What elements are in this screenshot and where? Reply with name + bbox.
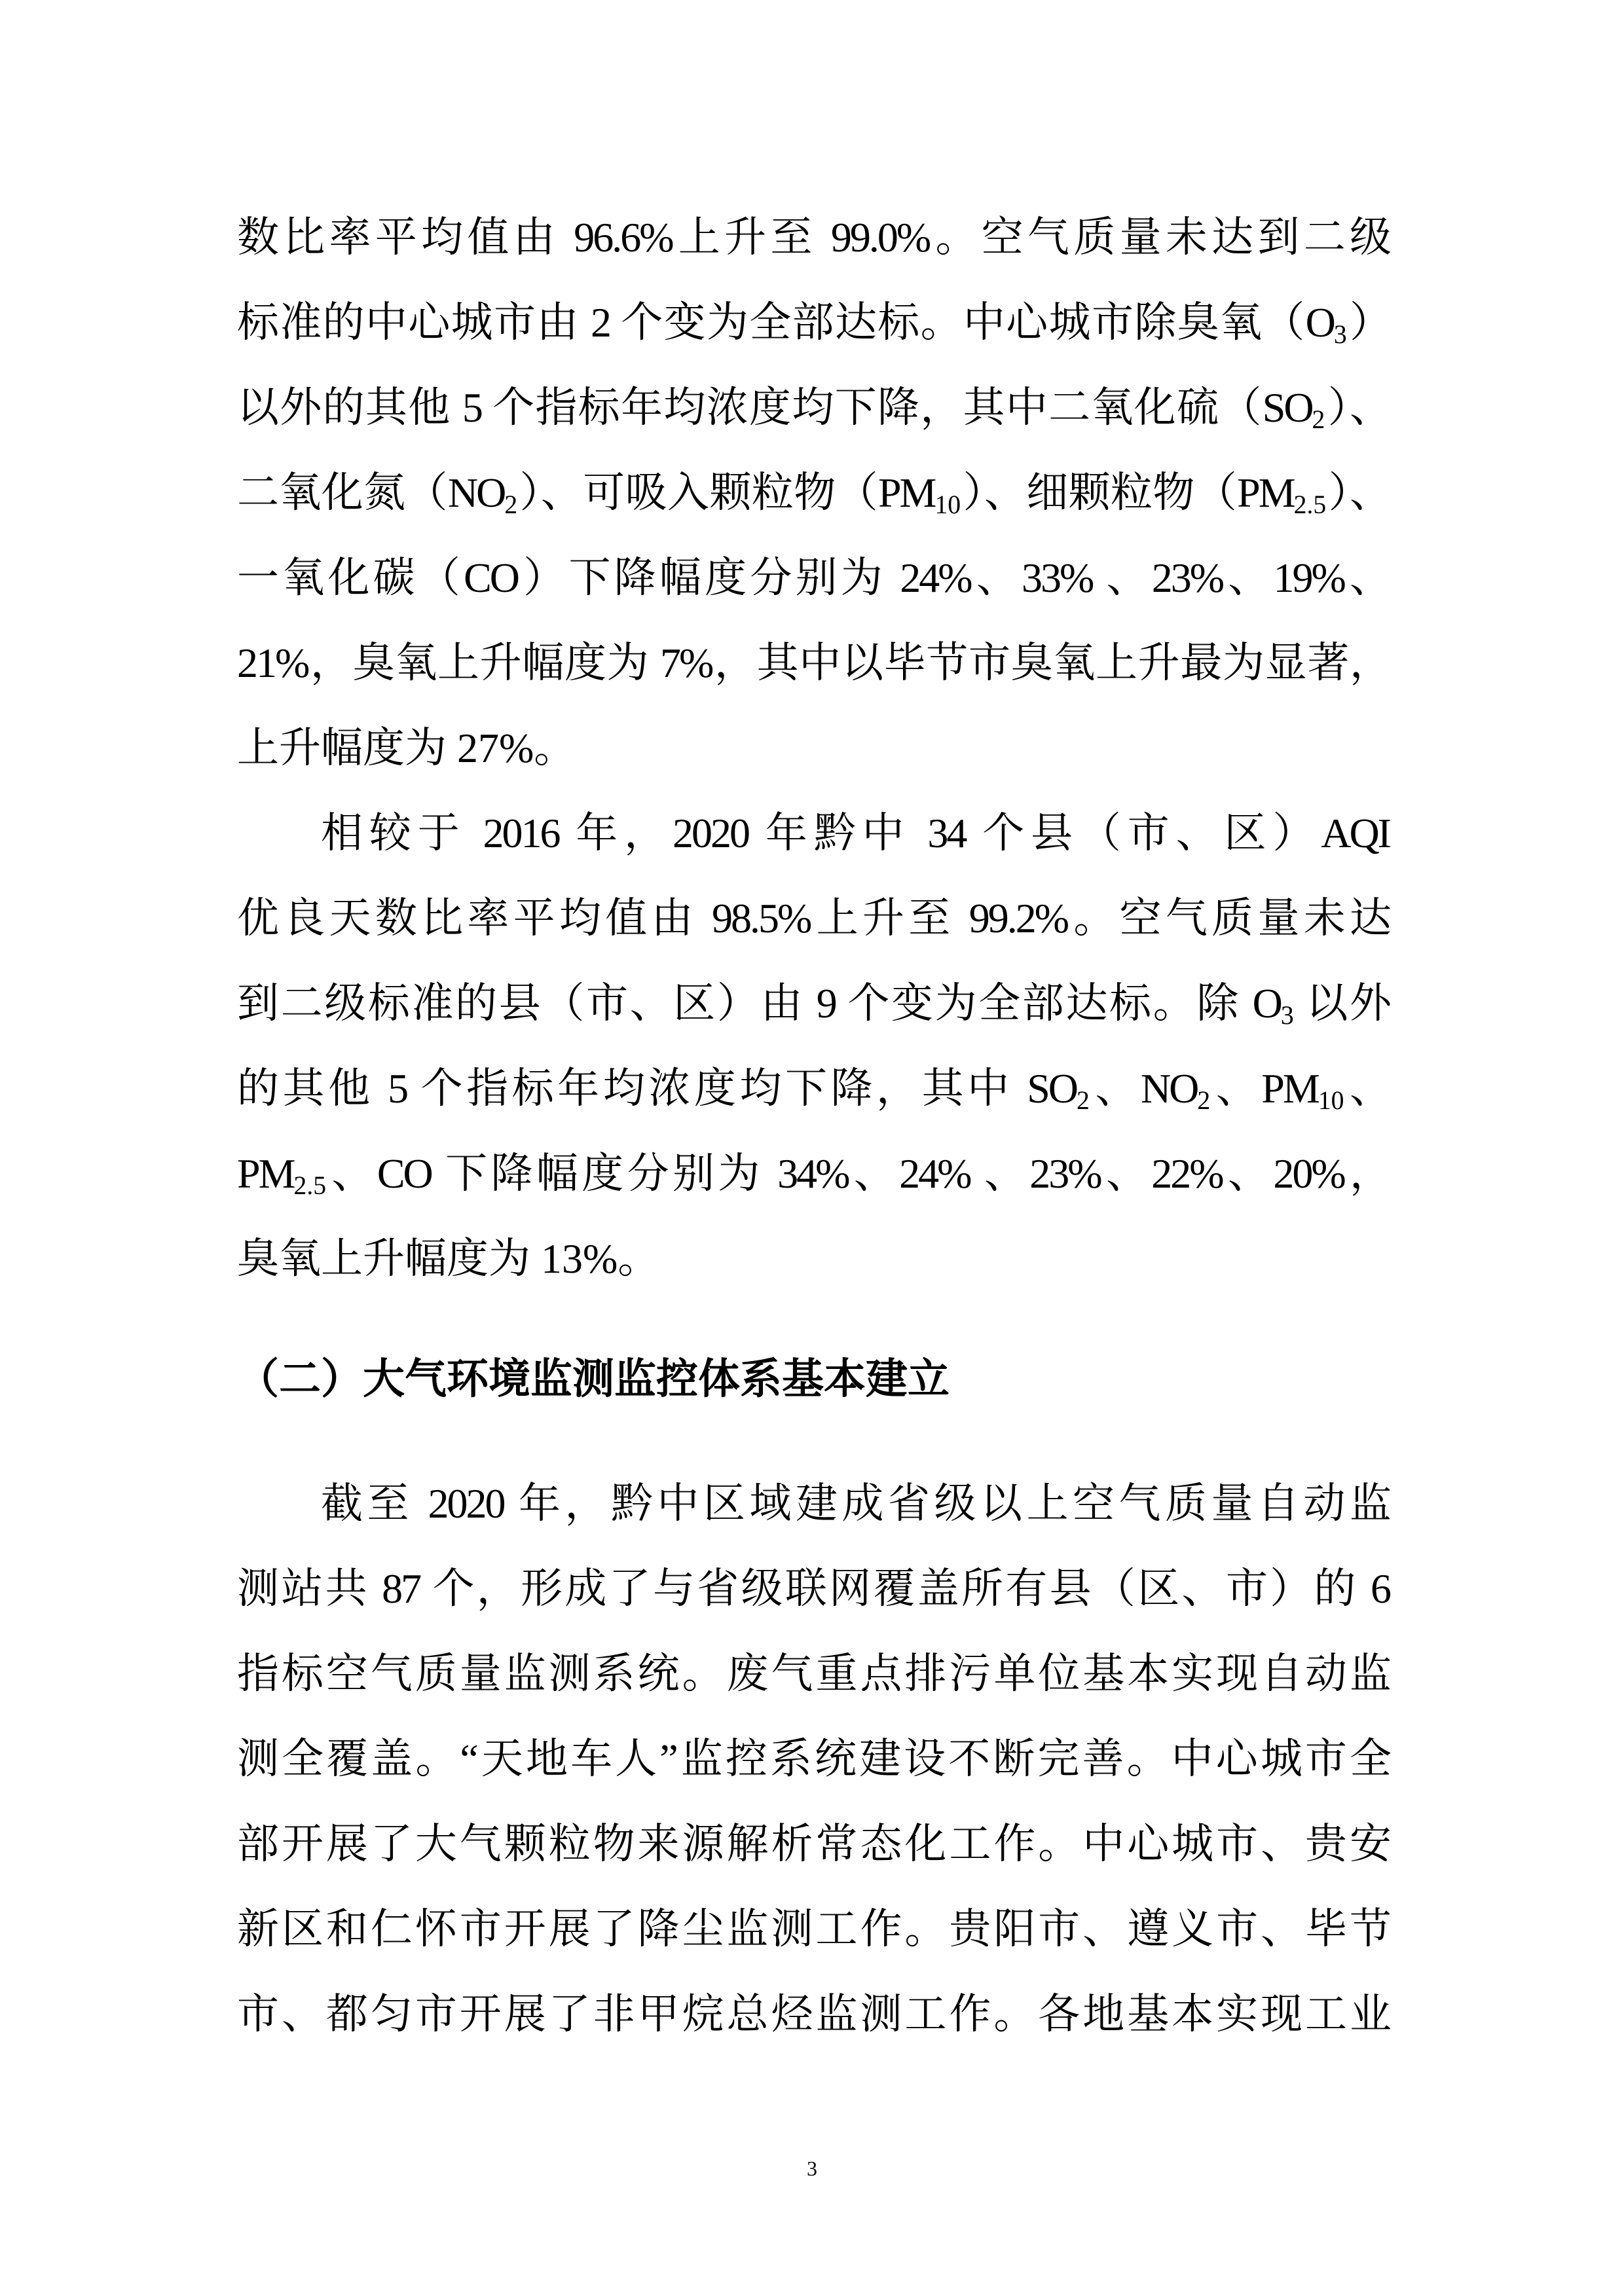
text-segment: 数比率平均值由 96.6%上升至 99.0%。空气质量未达到二级	[237, 214, 1390, 261]
text-segment: ）、	[1326, 469, 1390, 516]
text-segment: 的其他 5 个指标年均浓度均下降，其中 SO	[237, 1065, 1077, 1112]
subscript-text: 3	[1333, 319, 1347, 349]
text-segment: 21%，臭氧上升幅度为 7%，其中以毕节市臭氧上升最为显著，	[237, 640, 1390, 686]
text-segment: 指标空气质量监测系统。废气重点排污单位基本实现自动监	[237, 1650, 1390, 1697]
subscript-text: 3	[1280, 1000, 1294, 1030]
text-segment: ）	[1346, 299, 1390, 346]
subscript-text: 2	[1312, 405, 1325, 434]
text-line	[237, 1461, 1390, 1546]
text-line	[237, 1717, 1390, 1802]
text-line	[237, 876, 1390, 961]
text-segment: 到二级标准的县（市、区）由 9 个变为全部达标。除 O	[237, 980, 1281, 1027]
text-line	[237, 280, 1390, 365]
page-footer	[0, 2155, 1624, 2181]
text-line	[237, 365, 1390, 450]
text-segment: 标准的中心城市由 2 个变为全部达标。中心城市除臭氧（O	[237, 299, 1334, 346]
text-line	[237, 791, 1390, 876]
text-segment: ）、细颗粒物（PM	[961, 469, 1294, 516]
subscript-text: 2	[1197, 1085, 1211, 1115]
subscript-text: 2.5	[293, 1171, 327, 1200]
text-segment: 新区和仁怀市开展了降尘监测工作。贵阳市、遵义市、毕节	[237, 1906, 1390, 1952]
text-segment: 测站共 87 个，形成了与省级联网覆盖所有县（区、市）的 6	[237, 1565, 1390, 1612]
text-segment: 以外	[1293, 980, 1390, 1027]
text-segment: 上升幅度为 27%。	[237, 725, 576, 771]
subscript-text: 2.5	[1293, 490, 1327, 519]
subscript-text: 10	[1318, 1085, 1344, 1115]
text-segment: 市、都匀市开展了非甲烷总烃监测工作。各地基本实现工业	[237, 1991, 1390, 2037]
text-segment: 、CO 下降幅度分别为 34%、24% 、23%、22%、20%，	[326, 1150, 1390, 1197]
text-segment: 截至 2020 年，黔中区域建成省级以上空气质量自动监	[321, 1480, 1390, 1527]
subscript-text: 10	[934, 490, 961, 519]
subscript-text: 2	[504, 490, 518, 519]
section-heading	[237, 1337, 1390, 1422]
text-segment: 相较于 2016 年，2020 年黔中 34 个县（市、区）AQI	[321, 810, 1390, 856]
text-line	[237, 1216, 1390, 1302]
text-segment: 部开展了大气颗粒物来源解析常态化工作。中心城市、贵安	[237, 1821, 1390, 1867]
text-segment: 、	[1344, 1065, 1390, 1112]
text-line	[237, 1802, 1390, 1887]
text-segment: 以外的其他 5 个指标年均浓度均下降，其中二氧化硫（SO	[237, 384, 1312, 431]
text-segment: 二氧化氮（NO	[237, 469, 505, 516]
text-segment: ）、	[1325, 384, 1390, 431]
text-line	[237, 1631, 1390, 1717]
text-segment: （二）大气环境监测监控体系基本建立	[237, 1356, 950, 1402]
text-line	[237, 1046, 1390, 1131]
text-segment: 优良天数比率平均值由 98.5%上升至 99.2%。空气质量未达	[237, 895, 1390, 941]
text-line	[237, 961, 1390, 1046]
subscript-text: 2	[1077, 1085, 1090, 1115]
text-segment: PM	[237, 1150, 294, 1197]
text-segment: 一氧化碳（CO）下降幅度分别为 24%、33% 、23%、19%、	[237, 555, 1390, 601]
document-body	[237, 195, 1390, 2057]
text-segment: 测全覆盖。“天地车人”监控系统建设不断完善。中心城市全	[237, 1736, 1390, 1782]
text-line	[237, 536, 1390, 621]
text-line	[237, 195, 1390, 280]
page-number: 3	[807, 2157, 817, 2180]
text-segment: 、NO	[1089, 1065, 1198, 1112]
text-segment: 、PM	[1210, 1065, 1318, 1112]
text-line	[237, 450, 1390, 536]
text-line	[237, 1131, 1390, 1216]
text-line	[237, 1546, 1390, 1631]
text-line	[237, 1887, 1390, 1972]
text-segment: ）、可吸入颗粒物（PM	[517, 469, 935, 516]
text-segment: 臭氧上升幅度为 13%。	[237, 1235, 660, 1282]
text-line	[237, 621, 1390, 706]
text-line	[237, 706, 1390, 791]
text-line	[237, 1972, 1390, 2057]
